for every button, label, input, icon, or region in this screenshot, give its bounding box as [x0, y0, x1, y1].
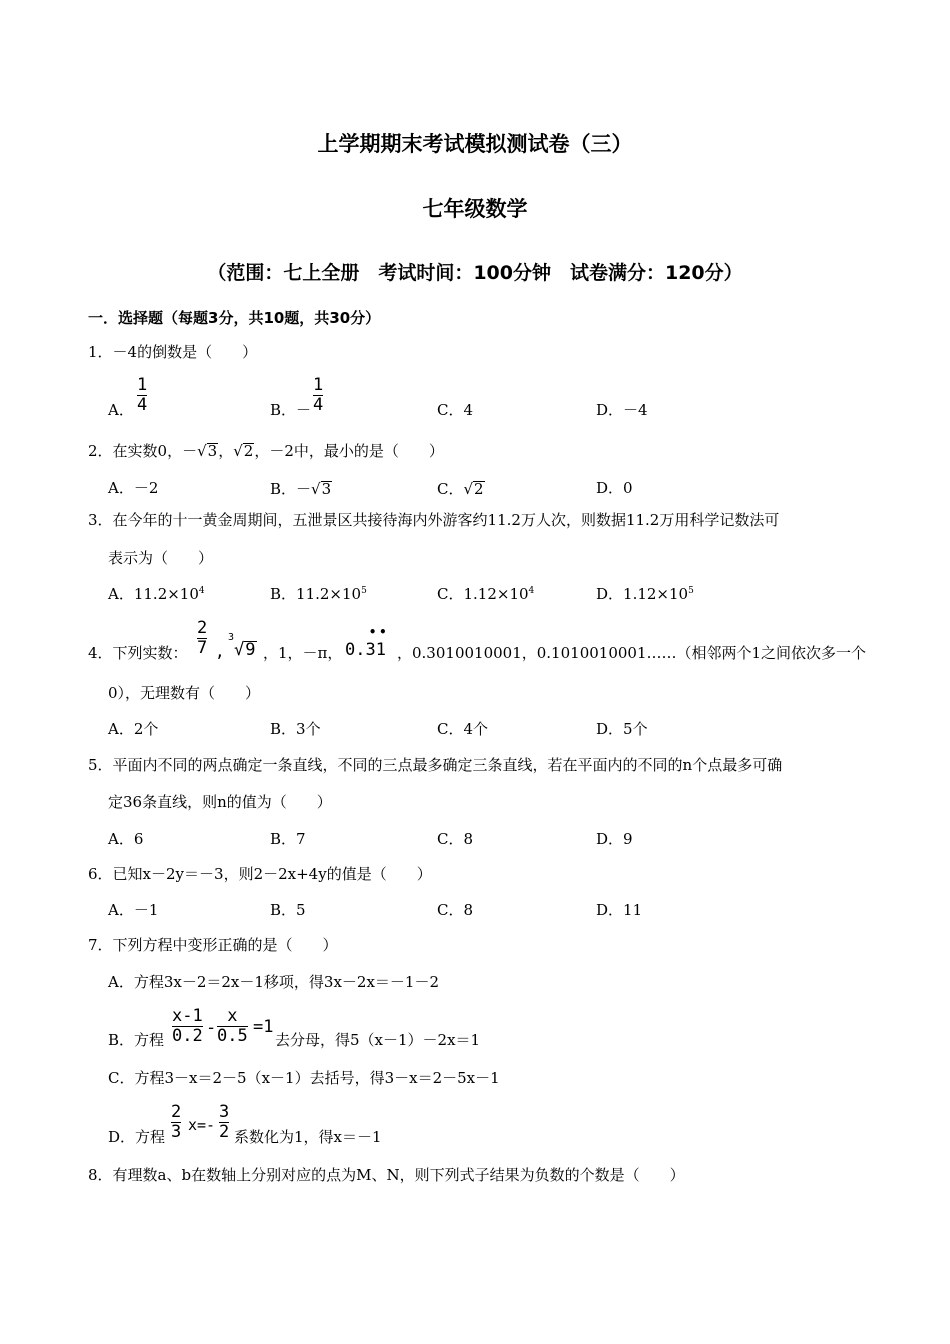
section-heading: 一．选择题（每题3分，共10题，共30分） [88, 309, 381, 327]
q3-option-c: C．$1.12\times 10^4$ [437, 585, 535, 603]
q1-option-d: D．－4 [596, 401, 648, 419]
q5-option-c: C．8 [437, 830, 474, 848]
q7-d-fraction-2: 3 2 [219, 1102, 230, 1142]
q6-option-b: B．5 [270, 901, 306, 919]
q7-option-a: A．方程3x－2＝2x－1移项，得3x－2x＝－1－2 [108, 973, 440, 991]
q7-option-d-label: D．方程 [108, 1128, 166, 1146]
repeat-dots-icon: •• [369, 625, 390, 639]
exam-info: （范围：七上全册 考试时间：100分钟 试卷满分：120分） [207, 262, 743, 284]
q3-stem-line2: 表示为（ ） [108, 549, 214, 567]
q7-option-b-rest: 去分母，得5（x－1）－2x＝1 [275, 1031, 481, 1049]
q2-option-b: B．－ √ 3 [270, 480, 332, 498]
q7-b-fraction-2: x 0.5 [217, 1006, 248, 1046]
exam-title: 上学期期末考试模拟测试卷（三） [317, 132, 633, 156]
q6-stem: 6．已知x－2y＝－3，则2－2x+4y的值是（ ） [88, 865, 432, 883]
q4-stem-start: 4．下列实数： [88, 644, 188, 662]
q8-stem: 8．有理数a、b在数轴上分别对应的点为M、N，则下列式子结果为负数的个数是（ ） [88, 1166, 685, 1184]
q7-option-b-label: B．方程 [108, 1031, 165, 1049]
q5-option-d: D．9 [596, 830, 633, 848]
q5-stem-line1: 5．平面内不同的两点确定一条直线，不同的三点最多确定三条直线，若在平面内的不同的n个点最多可确 [88, 756, 783, 774]
q3-option-b: B．$11.2\times 10^5$ [270, 585, 367, 603]
q7-option-d-rest: 系数化为1，得x＝－1 [234, 1128, 382, 1146]
sqrt-2: √ 2 [233, 442, 254, 460]
q5-option-b: B．7 [270, 830, 306, 848]
q2-stem: 2．在实数0，－ √ 3 ， √ 2 ，－2中，最小的是（ ） [88, 442, 444, 460]
q1-option-a-fraction: 1 4 [137, 375, 148, 415]
q1-option-b-label: B．－ [270, 401, 312, 419]
q4-option-d: D．5个 [596, 720, 648, 738]
q7-option-c: C．方程3－x＝2－5（x－1）去括号，得3－x＝2－5x－1 [108, 1069, 500, 1087]
q6-option-d: D．11 [596, 901, 643, 919]
q4-option-c: C．4个 [437, 720, 489, 738]
q7-b-equals: =1 [253, 1017, 274, 1037]
q2-option-a: A．－2 [108, 479, 159, 497]
q3-stem-line1: 3．在今年的十一黄金周期间，五泄景区共接待海内外游客约11.2万人次，则数据11.2万用科学记数法可 [88, 511, 780, 529]
q1-option-c: C．4 [437, 401, 474, 419]
q4-mid: ，1，－π， [263, 644, 343, 662]
q5-option-a: A．6 [108, 830, 144, 848]
q4-option-a: A．2个 [108, 720, 159, 738]
q7-b-fraction-1: x-1 0.2 [172, 1006, 203, 1046]
q4-stem-end: ，0.3010010001，0.1010010001……（相邻两个1之间依次多一个 [397, 644, 867, 662]
q1-option-b-fraction: 1 4 [313, 375, 324, 415]
q7-stem: 7．下列方程中变形正确的是（ ） [88, 936, 338, 954]
q7-d-x: x=- [188, 1116, 216, 1134]
q3-option-d: D．$1.12\times 10^5$ [596, 585, 694, 603]
q4-repeating-decimal: 0.31 [345, 640, 386, 660]
q3-option-a: A．$11.2\times 10^4$ [108, 585, 205, 603]
q5-stem-line2: 定36条直线，则n的值为（ ） [108, 793, 332, 811]
sqrt-3: √ 3 [197, 442, 218, 460]
q6-option-c: C．8 [437, 901, 474, 919]
q4-cube-root: √ 9 [234, 640, 256, 660]
q2-option-c: C． √ 2 [437, 480, 484, 498]
q4-fraction-comma: , [215, 642, 225, 661]
q4-cube-index: 3 [228, 632, 235, 643]
exam-subtitle: 七年级数学 [422, 197, 528, 221]
q7-d-fraction-1: 2 3 [171, 1102, 182, 1142]
q2-option-d: D．0 [596, 479, 633, 497]
q1-stem: 1．－4的倒数是（ ） [88, 343, 258, 361]
q7-b-minus: - [206, 1018, 217, 1038]
q4-stem-line2: 0），无理数有（ ） [108, 684, 261, 702]
q4-option-b: B．3个 [270, 720, 321, 738]
q6-option-a: A．－1 [108, 901, 159, 919]
q4-fraction: 2 7 [197, 618, 208, 658]
q1-option-a-label: A． [108, 401, 134, 419]
